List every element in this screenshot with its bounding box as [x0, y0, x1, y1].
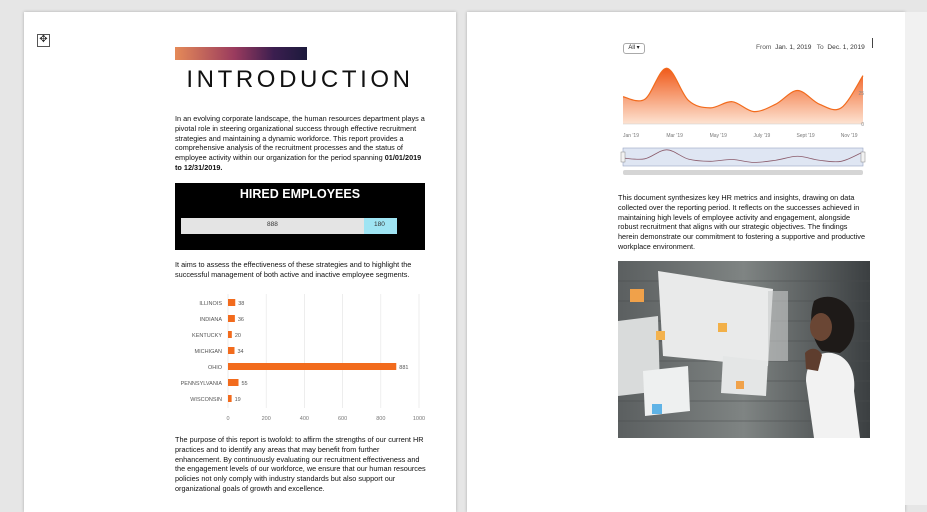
navigator-window	[623, 148, 863, 166]
office-photo	[618, 261, 870, 438]
range-selector-button[interactable]: All ▾	[623, 43, 645, 54]
x-tick-label: 200	[261, 416, 271, 422]
category-label: INDIANA	[199, 317, 222, 323]
category-label: MICHIGAN	[194, 349, 222, 355]
bar-value-label: 55	[241, 381, 248, 387]
bar-value-label: 19	[234, 397, 241, 403]
synthesis-paragraph: This document synthesizes key HR metrics and insights, drawing on data collected over the reporting period. It reflects on the successes achieved in maintaining high levels of employee activity and engagement, alongside robust recruitment that aligns with our strategic objectives. The findings herein demonstrate our commitment to fostering a supportive and productive workplace environment.	[618, 193, 866, 251]
bar-value-label: 20	[234, 333, 241, 339]
x-tick-label: 800	[376, 416, 386, 422]
category-label: ILLINOIS	[199, 301, 222, 307]
hired-inactive-label: 180	[374, 221, 385, 228]
page-title: INTRODUCTION	[186, 66, 414, 93]
purpose-paragraph: The purpose of this report is twofold: to affirm the strengths of our current HR practices and to identify any areas that may benefit from further enhancement. By continuously evaluating our recruitment effectiveness and the engagement levels of our workforce, we ensure that our human resources policies not only comply with industry standards but also support our organizational goals of growth and excellence.	[175, 435, 426, 493]
bar	[228, 299, 235, 306]
from-label: From	[756, 44, 772, 51]
y-tick-label: 0	[861, 122, 864, 128]
x-tick-label: Mar '19	[666, 133, 683, 139]
x-tick-label: Nov '19	[840, 133, 858, 139]
table-move-handle-icon[interactable]: ✥	[37, 34, 50, 47]
bar-value-label: 36	[237, 317, 245, 323]
x-tick-label: 600	[338, 416, 348, 422]
hired-active-label: 888	[267, 221, 278, 228]
intro-paragraph	[175, 114, 427, 173]
to-date-input[interactable]: Dec. 1, 2019	[827, 44, 865, 51]
title-gradient-bar	[175, 47, 307, 60]
x-tick-label: Jan '19	[623, 133, 639, 139]
bar-value-label: 38	[238, 301, 245, 307]
state-bar-chart	[175, 292, 427, 422]
category-label: WISCONSIN	[190, 397, 222, 403]
aims-paragraph: It aims to assess the effectiveness of these strategies and to highlight the successful management of both active and inactive employee segments.	[175, 260, 412, 279]
y-tick-label: 25	[858, 91, 864, 97]
x-tick-label: Sept '19	[796, 133, 815, 139]
navigator-left-handle	[621, 152, 625, 162]
bar	[228, 395, 232, 402]
to-label: To	[816, 44, 824, 51]
navigator-scrollbar	[623, 170, 863, 175]
timeline-area-chart	[618, 56, 870, 180]
category-label: OHIO	[207, 365, 222, 371]
navigator-right-handle	[861, 152, 865, 162]
bar	[228, 347, 234, 354]
text-cursor	[872, 38, 873, 48]
bar-value-label: 34	[237, 349, 244, 355]
category-label: KENTUCKY	[192, 333, 222, 339]
bar	[228, 363, 396, 370]
x-tick-label: July '19	[753, 133, 771, 139]
bar	[228, 315, 235, 322]
intro-period: 01/01/2019 to 12/31/2019.	[175, 153, 422, 172]
category-label: PENNSYLVANIA	[180, 381, 222, 387]
bar-value-label: 881	[399, 365, 409, 371]
x-tick-label: 400	[299, 416, 309, 422]
x-tick-label: 1000	[412, 416, 426, 422]
bar	[228, 331, 232, 338]
from-date-input[interactable]: Jan. 1, 2019	[775, 44, 812, 51]
hired-employees-card	[175, 183, 425, 250]
date-range	[756, 44, 865, 51]
hired-employees-title: HIRED EMPLOYEES	[239, 187, 361, 201]
x-tick-label: May '19	[709, 133, 727, 139]
bar	[228, 379, 239, 386]
x-tick-label: 0	[226, 416, 230, 422]
intro-text: In an evolving corporate landscape, the human resources department plays a pivotal role in steering organizational success through effective recruitment strategies and maintaining a dynamic workforce. This report provides a comprehensive analysis of the recruitment processes and the status of employee activity within our organization for the period spanning	[175, 114, 425, 163]
window-edge	[905, 12, 927, 505]
